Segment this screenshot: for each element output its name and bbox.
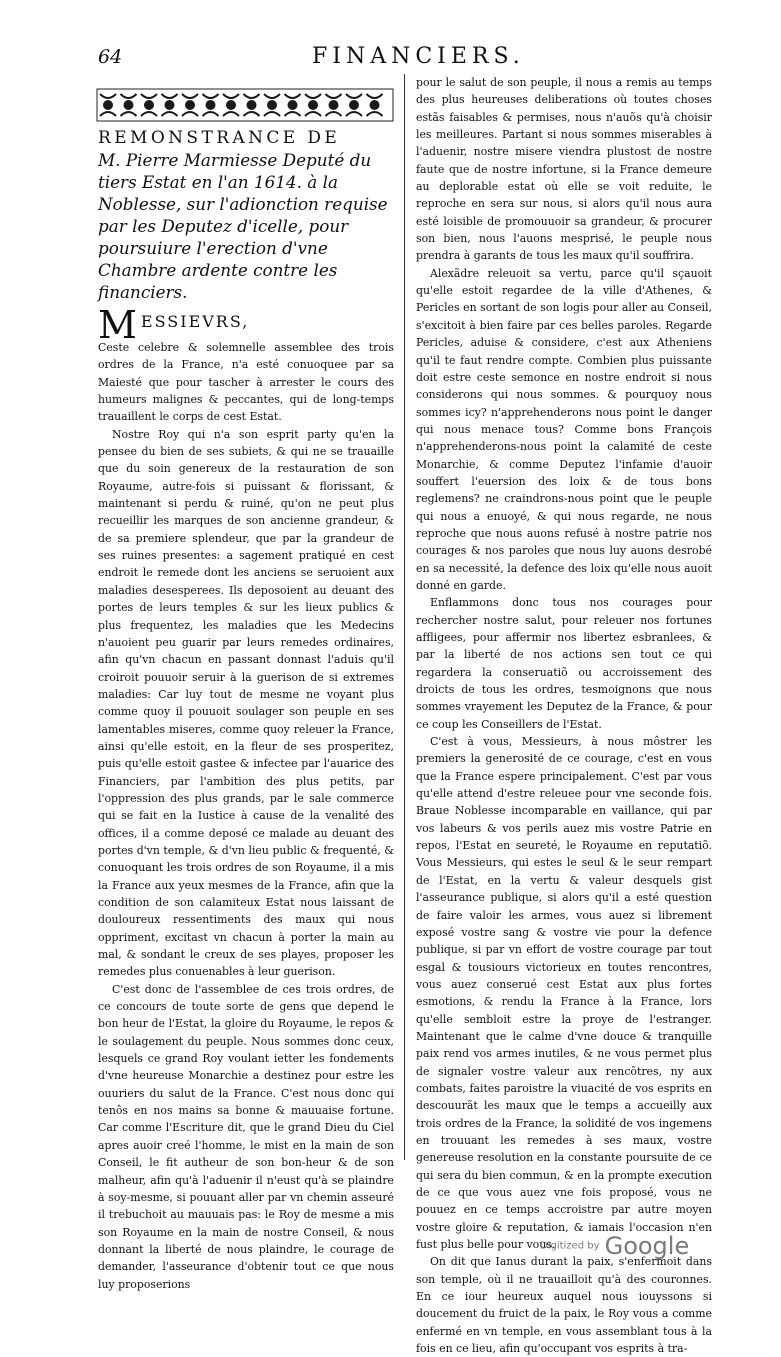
right-column [416, 74, 712, 1357]
salutation-rest: ESSIEVRS, [140, 312, 250, 331]
ornament-flower [370, 100, 380, 110]
paragraph: Ceste celebre & solemnelle assemblee des trois ordres de la France, n'a esté conuoquee par sa Maiesté que pour tascher à arrester le cours des humeurs malignes & peccantes, qui de long-temps trauaillent le corps de cest Estat. [98, 341, 394, 424]
running-title: FINANCIERS. [312, 44, 525, 69]
ornament-flower [165, 100, 175, 110]
column-divider [404, 74, 405, 1160]
watermark-brand: Google [604, 1232, 690, 1260]
title-caps: REMONSTRANCE DE [98, 128, 341, 148]
watermark-prefix: Digitized by [540, 1240, 600, 1252]
paragraph: On dit que Ianus durant la paix, s'enfermoit dans son temple, où il ne trauailloit qu'à des couronnes. En ce iour heureux auquel nous iouyssons si doucement du fruict de la paix, le Roy vous a comme enfermé en vn temple, en vous assemblant tous à la fois en ce lieu, afin qu'occupant vos esprits à tra- [416, 1255, 712, 1356]
paragraph: C'est à vous, Messieurs, à nous môstrer les premiers la generosité de ce courage, c'est en vous que la France espere principalement. C'est par vous qu'elle attend d'estre releuee pour vne seconde fois. Braue Noblesse incomparable en vaillance, qui par vos labeurs & vos perils auez mis vostre Patrie en repos, l'Estat en seureté, le Royaume en reputatiõ. Vous Messieurs, qui estes le seul & le seur rempart de l'Estat, en la vertu & valeur desquels gist l'asseurance publique, si alors qu'il a esté question de faire valoir les armes, vous auez si librement exposé vostre sang & vostre vie pour la defence publique, si par vn effort de vostre courage par tout esgal & tousiours victorieux en toutes rencontres, vous auez conserué cest Estat aux plus fortes esmotions, & rendu la France à la France, lors qu'elle sembloit estre la proye de l'estranger. Maintenant que le calme d'vne douce & tranquille paix rend vos armes inutiles, & ne vous permet plus de signaler vostre valeur aux rencõtres, ny aux combats, faites paroistre la viuacité de vos esprits en descouurãt les maux que le temps a accueilly aux trois ordres de la France, la solidité de vos ingemens en trouuant les remedes à ses maux, vostre genereuse resolution en la constante poursuite de ce qui sera du bien commun, & en la prompte execution de ce que vous auez vne fois proposé, vous ne pouuez en ce temps accroistre par autre moyen vostre gloire & reputation, & iamais l'occasion n'en fust plus belle pour vous. [416, 735, 712, 1252]
page-header [98, 46, 718, 76]
paragraph: C'est donc de l'assemblee de ces trois ordres, de ce concours de toute sorte de gens que depend le bon heur de l'Estat, la gloire du Royaume, le repos & le soulagement du peuple. Nous sommes donc ceux, lesquels ce grand Roy voulant ietter les fondements d'vne heureuse Monarchie a destinez pour estre les ouuriers du salut de la France. C'est nous donc qui tenôs en nos mains sa bonne & mauuaise fortune. Car comme l'Escriture dit, que le grand Dieu du Ciel apres auoir creé l'homme, le mist en la main de son Conseil, le fit autheur de son bon-heur & de son malheur, afin qu'à l'aduenir il n'eust qu'à se plaindre à soy-mesme, si pouuant aller par vn chemin asseuré il trebuchoit au mauuais pas: le Roy de mesme a mis son Royaume en la main de nostre Conseil, & nous donnant la liberté de nous plaindre, le courage de demander, l'asseurance d'obtenir tout ce que nous luy proposerions [98, 982, 394, 1291]
ornament-flower [185, 100, 195, 110]
ornament-flower [247, 100, 257, 110]
paragraph: Enflammons donc tous nos courages pour rechercher nostre salut, pour releuer nos fortunes affligees, pour affermir nos libertez esbranlees, & par la liberté de nos actions sen tout ce qui regardera la conseruatiõ ou accroissement des droicts de tous les ordres, tesmoignons que nous sommes vrayement les Deputez de la France, & pour ce coup les Conseillers de l'Estat. [416, 596, 712, 731]
ornament-flower [349, 100, 359, 110]
paragraph: pour le salut de son peuple, il nous a remis au temps des plus heureuses deliberations où toutes choses estãs faisables & permises, nous n'auõs qu'à choisir les meilleures. Partant si nous sommes miserables à l'aduenir, nostre misere viendra plustost de nostre faute que de nostre infortune, si la France demeure au deplorable estat où elle se voit reduite, le reproche en sera sur nous, si alors qu'il nous aura esté loisible de promouuoir sa grandeur, & procurer son bien, nous l'auons mesprisé, le peuple nous prendra à garants de tous les maux qu'il souffrira. [416, 76, 712, 263]
ornament-flower [124, 100, 134, 110]
ornament-flower [308, 100, 318, 110]
drop-cap: M [98, 303, 139, 347]
salutation [98, 303, 394, 347]
document-title [98, 126, 394, 303]
decorative-headpiece [96, 88, 394, 122]
ornament-flower [329, 100, 339, 110]
page-number: 64 [98, 46, 123, 68]
ornament-flower [267, 100, 277, 110]
google-watermark [540, 1232, 689, 1260]
left-column [98, 126, 394, 1293]
ornament-flower [226, 100, 236, 110]
ornament-flower [206, 100, 216, 110]
paragraph: Alexãdre releuoit sa vertu, parce qu'il sçauoit qu'elle estoit regardee de la ville d'Athenes, & Pericles en sortant de son logis pour aller au Conseil, s'excitoit à bien faire par ces belles paroles. Regarde Pericles, aduise & considere, c'est aux Atheniens qu'il te faut rendre compte. Combien plus puissante doit estre ceste semonce en nostre endroit si nous considerons qui nous sommes. & pourquoy nous sommes icy? n'apprehenderons nous point le danger qui nous menace tous? Comme bons François n'apprehenderons-nous point la calamité de ceste Monarchie, & comme Deputez l'infamie d'auoir souffert l'euersion des loix & de tous bons reglemens? ne craindrons-nous point que le peuple qui nous a enuoyé, & qui nous regarde, ne nous reproche que nous auons refusé à nostre patrie nos courages & nos paroles que nous luy auons desrobé en sa necessité, la defence des loix qu'elle nous auoit donné en garde. [416, 266, 712, 592]
paragraph: Nostre Roy qui n'a son esprit party qu'en la pensee du bien de ses subiets, & qui ne se trauaille que du soin genereux de la restauration de son Royaume, autre-fois si puissant & florissant, & maintenant si perdu & ruiné, qu'on ne peut plus recueillir les marques de son ancienne grandeur, & de sa premiere splendeur, que par la grandeur de ses ruines presentes: a sagement pratiqué en cest endroit le remede dont les anciens se seruoient aux maladies desesperees. Ils deposoient au deuant des portes de leurs temples & sur les lieux publics & plus frequentez, les maladies que les Medecins n'auoient peu guarir par leurs remedes ordinaires, afin qu'vn chacun en passant donnast l'aduis qu'il croiroit pouuoir seruir à la guerison de si extremes maladies: Car luy tout de mesme ne voyant plus comme quoy il pouuoit soulager son peuple en ses lamentables miseres, comme quoy releuer la France, ainsi qu'elle estoit, en la fleur de ses prosperitez, puis qu'elle estoit gastee & infectee par l'auarice des Financiers, par l'ambition des plus petits, par l'oppression des plus grands, par le sale commerce qui se fait en la Iustice à cause de la venalité des offices, il a comme deposé ce malade au deuant des portes d'vn temple, & d'vn lieu public & frequenté, & conuoquant les trois ordres de son Royaume, il a mis la France aux yeux mesmes de la France, afin que la condition de son calamiteux Estat nous laissant de douloureux ressentiments des maux qui nous oppriment, excitast vn chacun à porter la main au mal, & sondant le creux de ses playes, proposer les remedes plus conuenables à leur guerison. [98, 427, 394, 979]
title-rest: M. Pierre Marmiesse Deputé du tiers Estat en l'an 1614. à la Noblesse, sur l'adionction requise par les Deputez d'icelle, pour poursuiure l'erection d'vne Chambre ardente contre les financiers. [98, 150, 388, 302]
ornament-flower [103, 100, 113, 110]
ornament-flower [288, 100, 298, 110]
ornament-flower [144, 100, 154, 110]
